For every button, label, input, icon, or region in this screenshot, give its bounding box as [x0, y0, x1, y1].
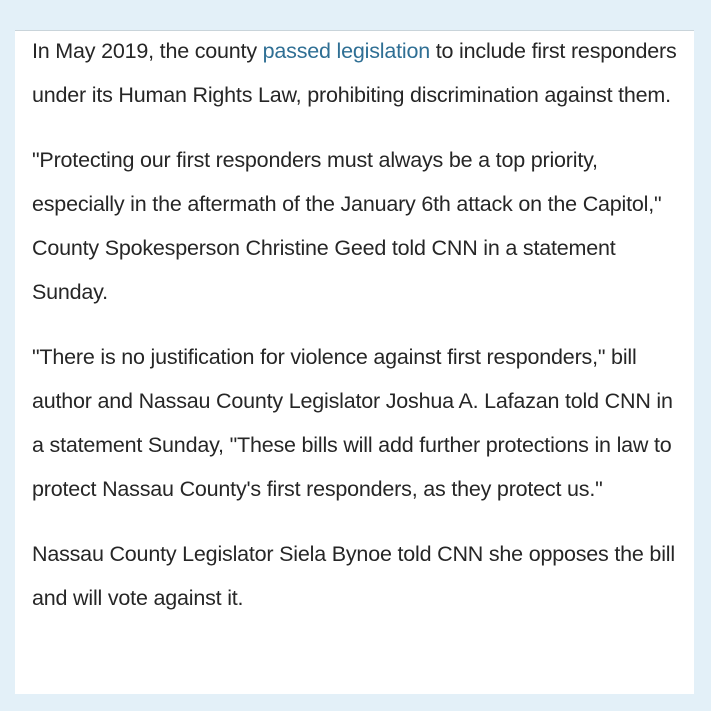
paragraph-2: "Protecting our first responders must always be a top priority, especially in the aftermath of the January 6th attack on the Capitol," County Spokesperson Christine Geed told CNN in a statement Sunday. — [32, 148, 662, 304]
paragraph-1-text-before-link: In May 2019, the county — [32, 39, 263, 63]
paragraph-3: "There is no justification for violence against first responders," bill author and Nassau County Legislator Joshua A. Lafazan told CNN in a statement Sunday, "These bills will add further protections in law to protect Nassau County's first responders, as they protect us." — [32, 345, 673, 501]
article-body — [32, 29, 682, 641]
paragraph-1-text-after-link: to include first responders under its Human Rights Law, prohibiting discrimination against them. — [32, 39, 677, 107]
passed-legislation-link[interactable]: passed legislation — [262, 39, 430, 63]
article-card — [15, 30, 694, 694]
paragraph-1 — [32, 29, 682, 117]
paragraph-4: Nassau County Legislator Siela Bynoe told CNN she opposes the bill and will vote against it. — [32, 542, 675, 610]
